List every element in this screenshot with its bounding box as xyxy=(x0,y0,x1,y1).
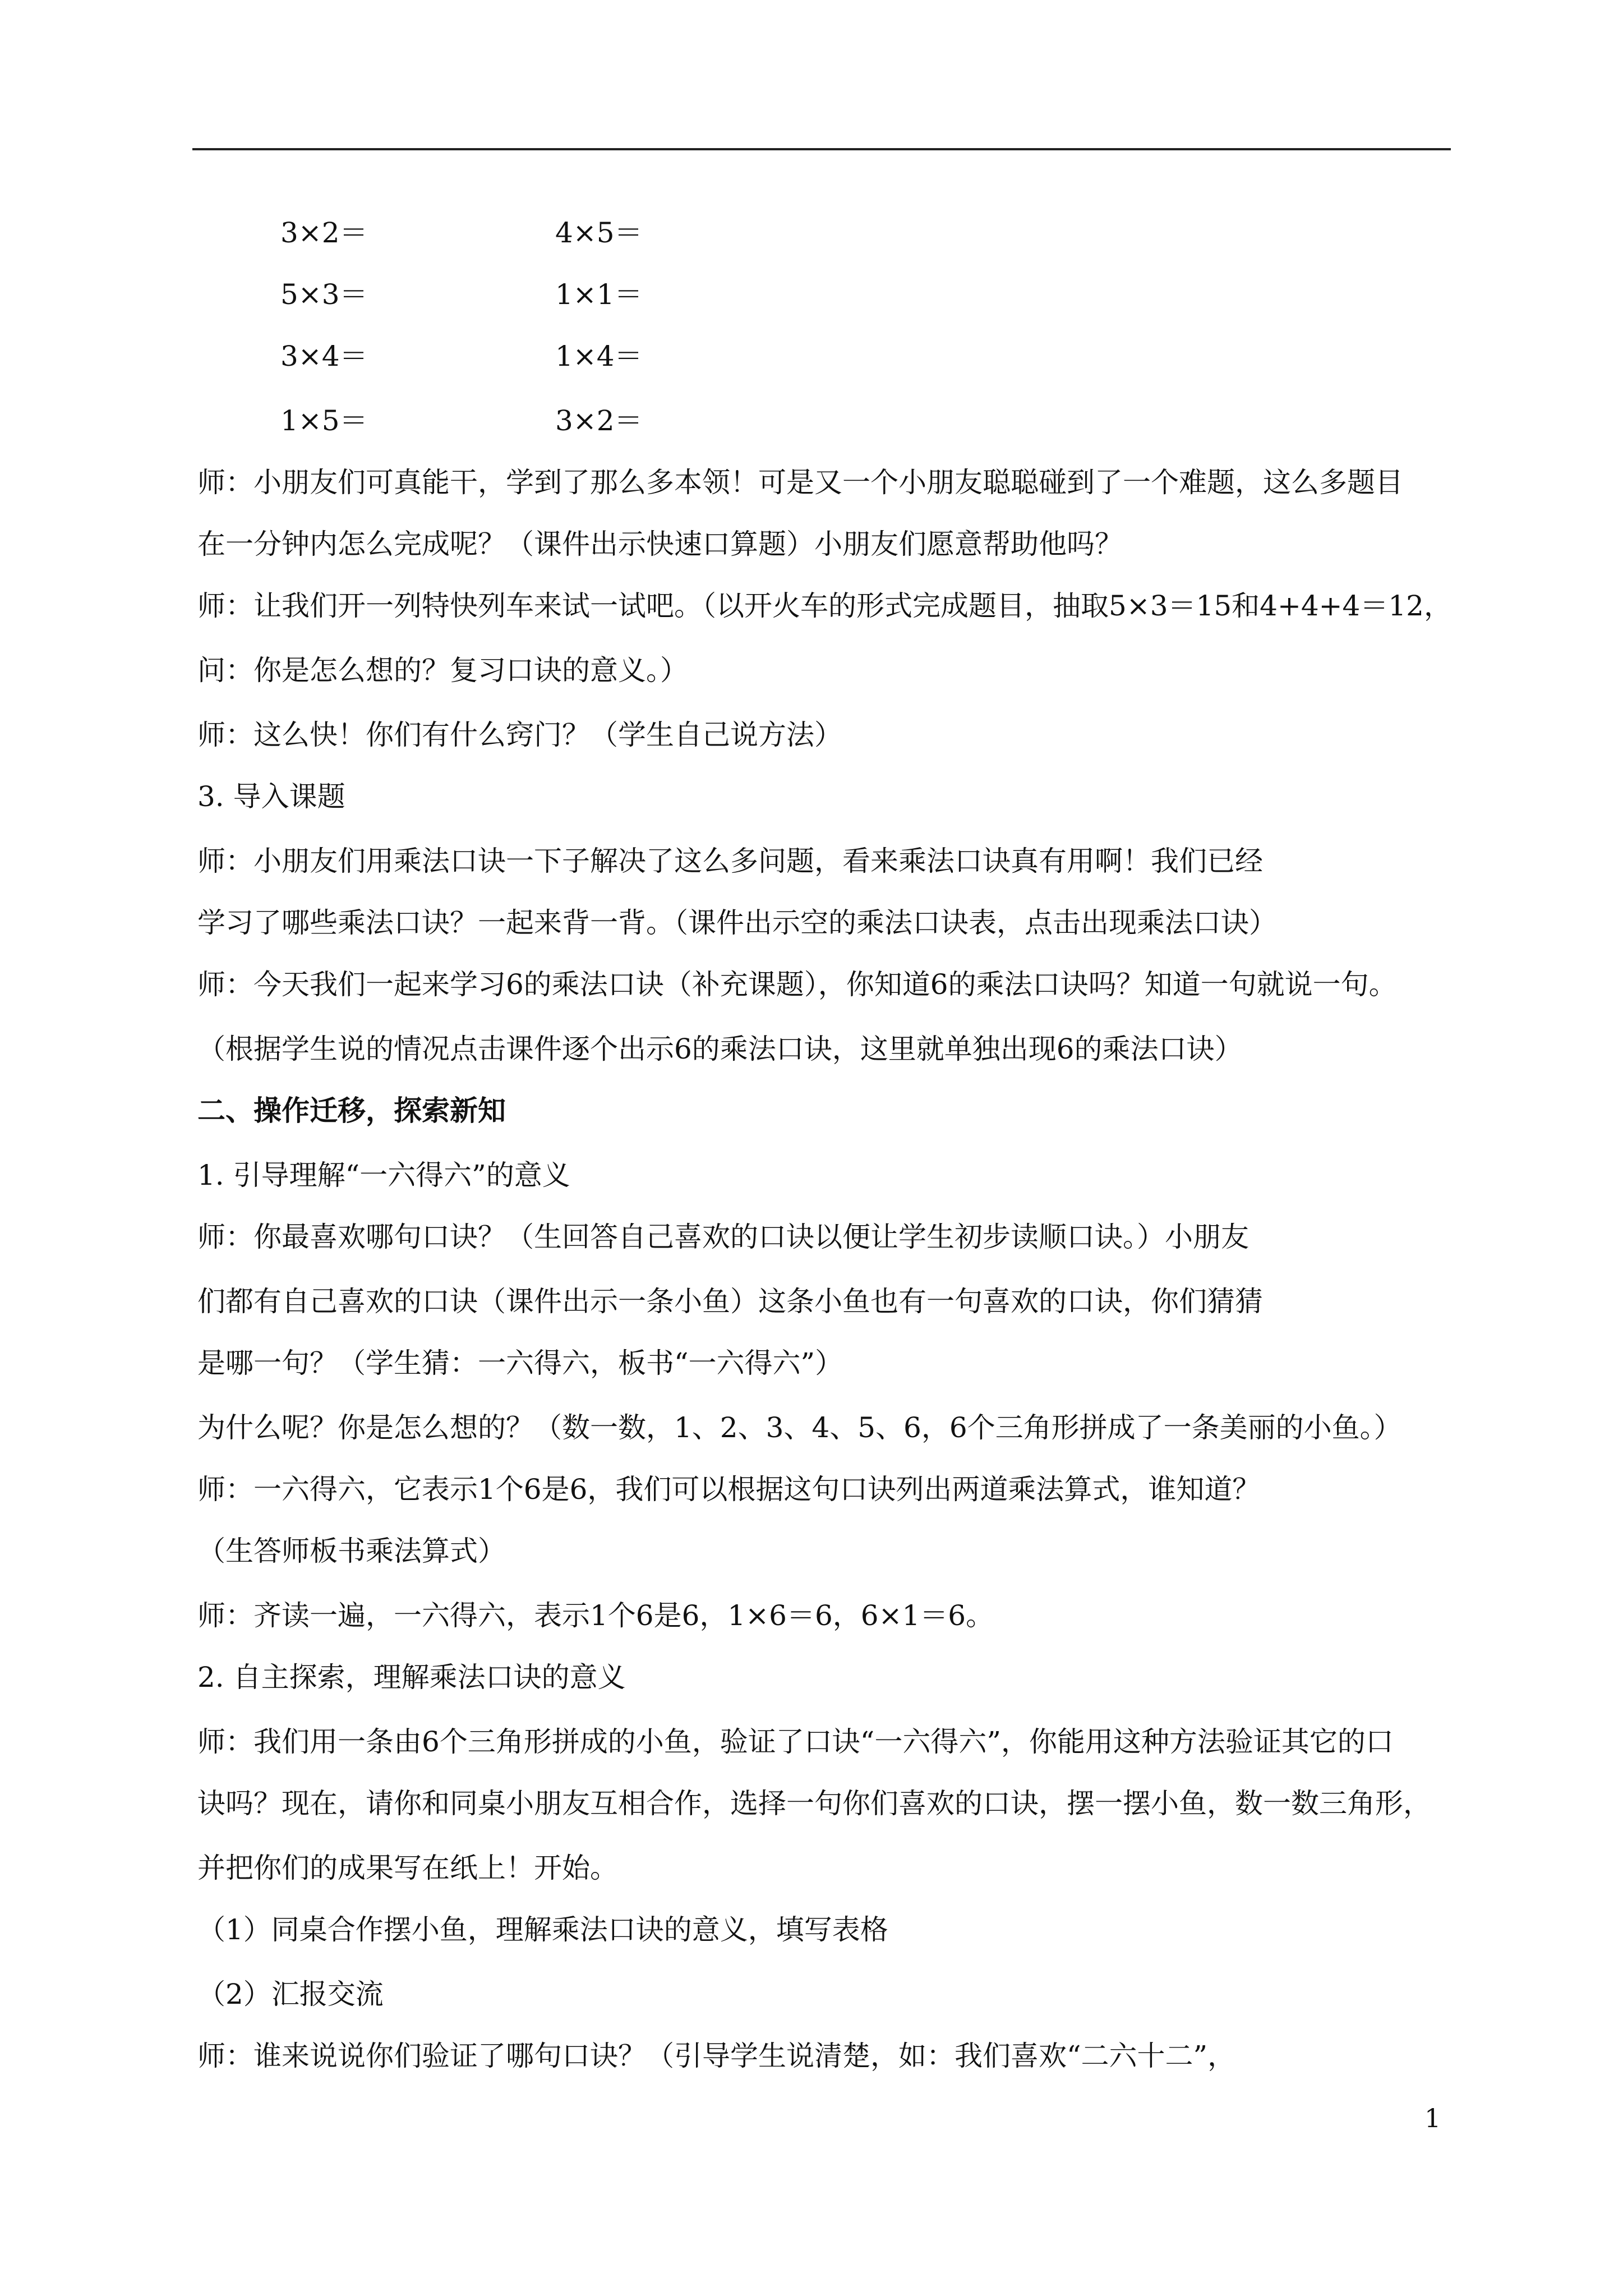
paragraph-line: 师：这么快！你们有什么窍门？（学生自己说方法） xyxy=(197,719,842,751)
exercise-item: 1×4＝ xyxy=(555,340,643,372)
subsection-heading: 2. 自主探索，理解乘法口诀的意义 xyxy=(197,1661,626,1694)
header-rule xyxy=(192,148,1451,150)
exercise-item: 1×5＝ xyxy=(280,404,368,437)
paragraph-line: 为什么呢？你是怎么想的？（数一数，1、2、3、4、5、6，6个三角形拼成了一条美丽的小鱼。） xyxy=(197,1411,1402,1444)
page-number: 1 xyxy=(1424,2103,1441,2133)
paragraph-line: 是哪一句？（学生猜：一六得六，板书“一六得六”） xyxy=(197,1347,843,1379)
paragraph-line: 师：你最喜欢哪句口诀？（生回答自己喜欢的口诀以便让学生初步读顺口诀。）小朋友 xyxy=(197,1221,1249,1253)
paragraph-line: 们都有自己喜欢的口诀（课件出示一条小鱼）这条小鱼也有一句喜欢的口诀，你们猜猜 xyxy=(197,1285,1263,1318)
paragraph-line: 问：你是怎么想的？复习口诀的意义。） xyxy=(197,654,688,687)
paragraph-line: 并把你们的成果写在纸上！开始。 xyxy=(197,1852,618,1884)
exercise-item: 3×2＝ xyxy=(555,404,643,437)
paragraph-line: （生答师板书乘法算式） xyxy=(197,1535,506,1567)
paragraph-line: 师：齐读一遍，一六得六，表示1个6是6，1×6＝6，6×1＝6。 xyxy=(197,1599,994,1632)
paragraph-line: 师：谁来说说你们验证了哪句口诀？（引导学生说清楚，如：我们喜欢“二六十二”， xyxy=(197,2040,1236,2072)
paragraph-line: 学习了哪些乘法口诀？一起来背一背。（课件出示空的乘法口诀表，点击出现乘法口诀） xyxy=(197,907,1277,939)
paragraph-line: 师：我们用一条由6个三角形拼成的小鱼，验证了口诀“一六得六”，你能用这种方法验证其它的口 xyxy=(197,1726,1394,1758)
paragraph-line: 师：小朋友们可真能干，学到了那么多本领！可是又一个小朋友聪聪碰到了一个难题，这么多题目 xyxy=(197,466,1403,499)
paragraph-line: 师：今天我们一起来学习6的乘法口诀（补充课题），你知道6的乘法口诀吗？知道一句就说一句。 xyxy=(197,968,1397,1001)
exercise-item: 5×3＝ xyxy=(280,278,368,311)
paragraph-line: 在一分钟内怎么完成呢？（课件出示快速口算题）小朋友们愿意帮助他吗？ xyxy=(197,528,1123,560)
section-number: 3. 导入课题 xyxy=(197,780,345,813)
exercise-item: 3×4＝ xyxy=(280,340,368,372)
paragraph-line: （根据学生说的情况点击课件逐个出示6的乘法口诀，这里就单独出现6的乘法口诀） xyxy=(197,1033,1243,1065)
exercise-item: 1×1＝ xyxy=(555,278,643,311)
paragraph-line: （1）同桌合作摆小鱼，理解乘法口诀的意义，填写表格 xyxy=(197,1913,888,1946)
paragraph-line: （2）汇报交流 xyxy=(197,1978,384,2010)
exercise-item: 4×5＝ xyxy=(555,217,643,249)
section-heading: 二、操作迁移，探索新知 xyxy=(197,1094,506,1127)
paragraph-line: 师：小朋友们用乘法口诀一下子解决了这么多问题，看来乘法口诀真有用啊！我们已经 xyxy=(197,845,1263,877)
paragraph-line: 师：让我们开一列特快列车来试一试吧。（以开火车的形式完成题目，抽取5×3＝15和4+4+4＝12， xyxy=(197,590,1452,622)
paragraph-line: 诀吗？现在，请你和同桌小朋友互相合作，选择一句你们喜欢的口诀，摆一摆小鱼，数一数三角形， xyxy=(197,1787,1431,1820)
exercise-item: 3×2＝ xyxy=(280,217,368,249)
subsection-heading: 1. 引导理解“一六得六”的意义 xyxy=(197,1159,570,1191)
paragraph-line: 师：一六得六，它表示1个6是6，我们可以根据这句口诀列出两道乘法算式，谁知道？ xyxy=(197,1473,1261,1506)
